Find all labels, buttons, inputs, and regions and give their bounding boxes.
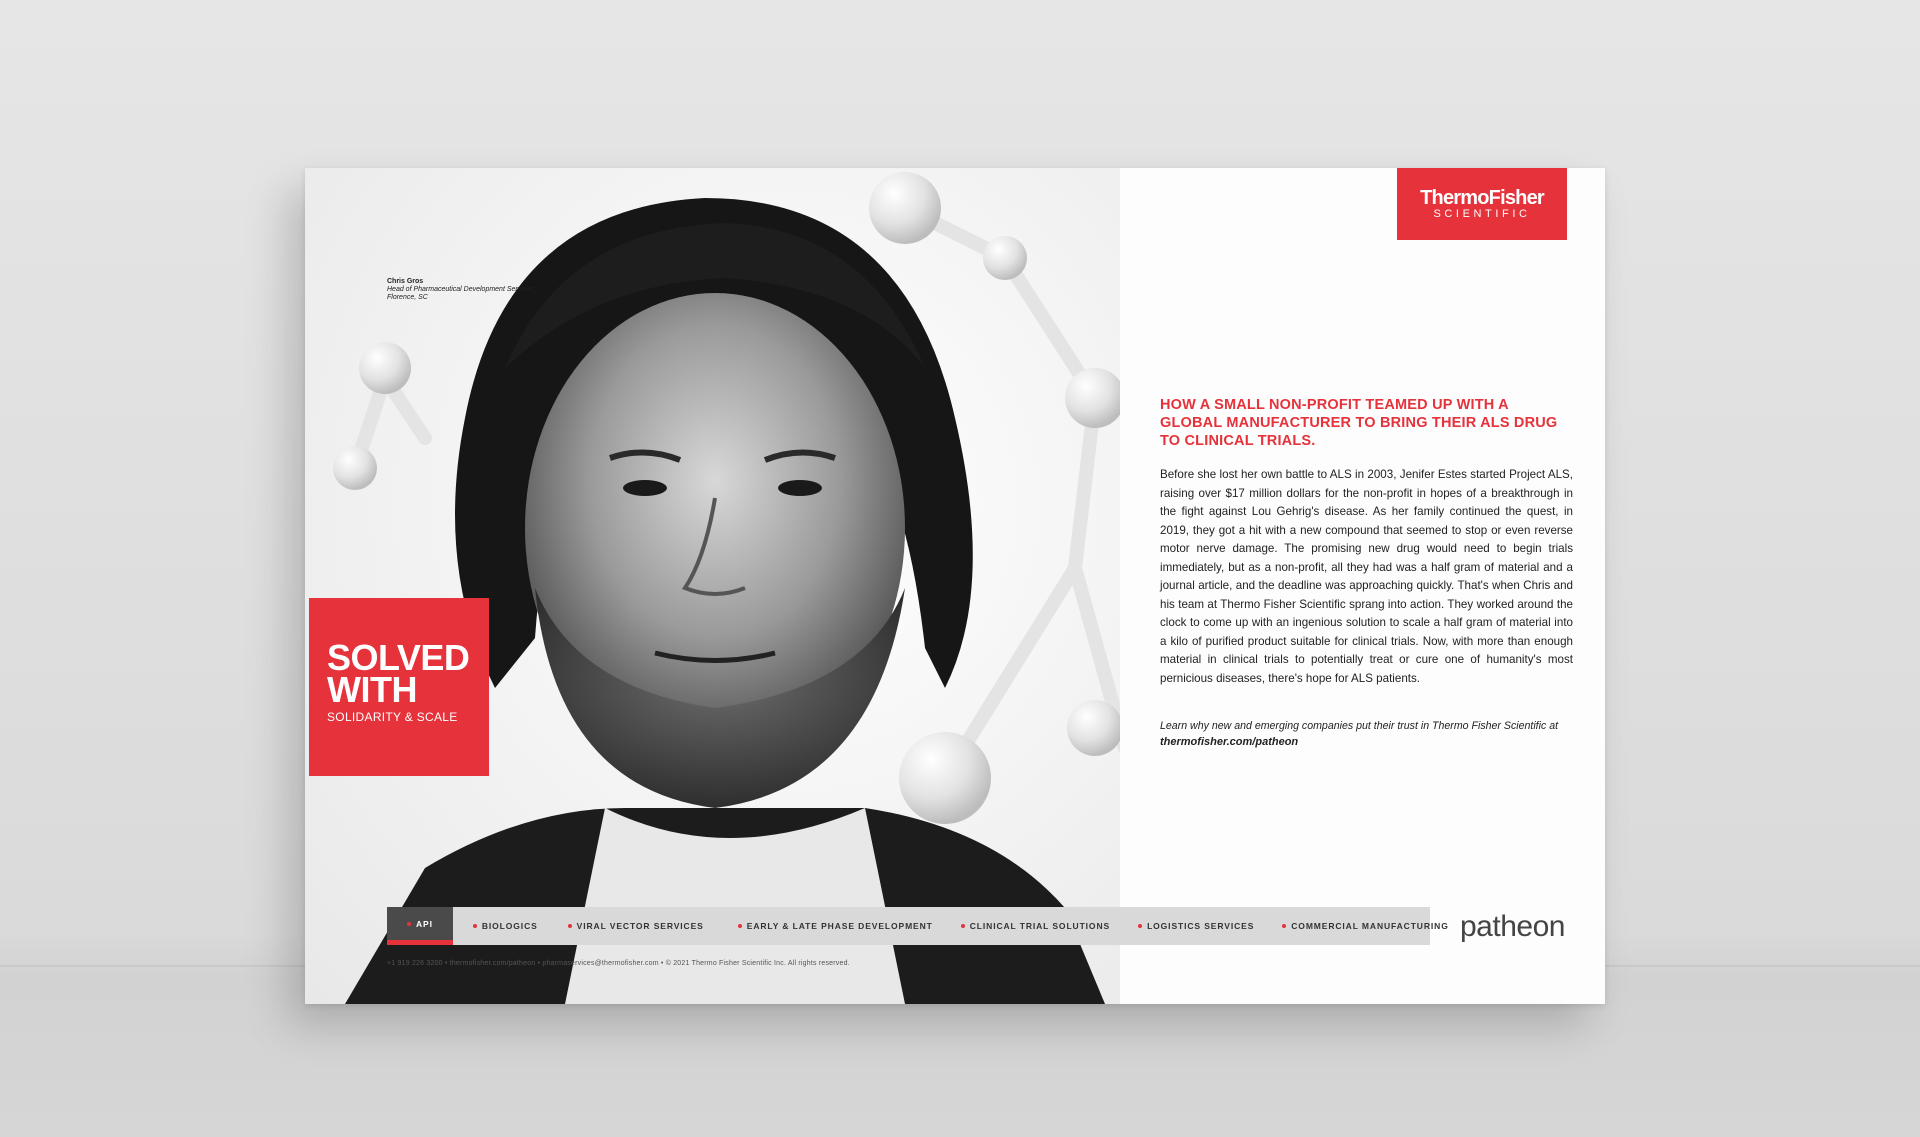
nav-item-label: CLINICAL TRIAL SOLUTIONS <box>969 921 1111 931</box>
footer-contact: +1 919 226 3200 • thermofisher.com/patheon • pharmaservices@thermofisher.com • © 2021 Thermo Fisher Scientific Inc. All rights reserved. <box>387 960 850 967</box>
caption-location: Florence, SC <box>387 294 428 301</box>
nav-item-label: VIRAL VECTOR SERVICES <box>576 921 704 931</box>
body-text: Before she lost her own battle to ALS in 2003, Jenifer Estes started Project ALS, raising over $17 million dollars for the non-profit in hopes of a breakthrough in the fight against Lou Gehrig's disease. As her family continued the quest, in 2019, they got a hit with a new compound that seemed to stop or even reverse motor nerve damage. The promising new drug would need to begin trials immediately, but as a non-profit, all they had was a half gram of material and a journal article, and the deadline was approaching quickly. That's when Chris and his team at Thermo Fisher Scientific sprang into action. They worked around the clock to come up with an ingenious solution to scale a half gram of material into a kilo of purified product suitable for clinical trials. Now, with more than enough material in clinical trials to potentially treat or cure one of humanity's most pernicious diseases, there's hope for ALS patients. <box>1160 468 1573 685</box>
photo-caption <box>387 278 536 302</box>
service-nav <box>387 907 1449 945</box>
cta-text: Learn why new and emerging companies put their trust in Thermo Fisher Scientific at <box>1160 720 1559 732</box>
nav-item-commercial-manufacturing[interactable] <box>1282 907 1448 945</box>
bullet-icon <box>407 922 411 926</box>
bullet-icon <box>473 924 477 928</box>
headline: HOW A SMALL NON-PROFIT TEAMED UP WITH A GLOBAL MANUFACTURER TO BRING THEIR ALS DRUG TO CLINICAL TRIALS. <box>1160 397 1558 449</box>
solved-box <box>309 598 489 776</box>
nav-item-viral-vector[interactable] <box>568 907 738 945</box>
bullet-icon <box>1138 924 1142 928</box>
nav-item-label: BIOLOGICS <box>481 921 538 931</box>
portrait-photo <box>305 168 1120 1004</box>
poster <box>305 168 1605 1004</box>
patheon-logo: patheon <box>1460 910 1565 943</box>
nav-item-logistics[interactable] <box>1138 907 1282 945</box>
nav-item-label: API <box>416 918 433 929</box>
cta <box>1160 718 1573 750</box>
brand-main: ThermoFisher <box>1420 187 1544 209</box>
caption-role: Head of Pharmaceutical Development Services, <box>387 286 536 293</box>
caption-name: Chris Gros <box>387 278 424 285</box>
nav-item-api[interactable] <box>387 907 453 945</box>
nav-item-label: EARLY & LATE PHASE DEVELOPMENT <box>746 921 933 931</box>
nav-item-label: LOGISTICS SERVICES <box>1147 921 1255 931</box>
thermofisher-logo <box>1397 168 1567 240</box>
bullet-icon <box>738 924 742 928</box>
solved-title-line2: WITH <box>327 669 417 710</box>
nav-item-label: COMMERCIAL MANUFACTURING <box>1291 921 1449 931</box>
solved-title-line1: SOLVED <box>327 637 470 678</box>
bullet-icon <box>568 924 572 928</box>
bullet-icon <box>1282 924 1286 928</box>
bullet-icon <box>961 924 965 928</box>
nav-item-clinical-trial[interactable] <box>961 907 1138 945</box>
cta-url[interactable]: thermofisher.com/patheon <box>1160 736 1299 748</box>
solved-subtitle: SOLIDARITY & SCALE <box>327 710 458 724</box>
brand-sub: SCIENTIFIC <box>1433 208 1531 220</box>
nav-item-biologics[interactable] <box>453 907 568 945</box>
nav-item-early-late-phase[interactable] <box>738 907 961 945</box>
